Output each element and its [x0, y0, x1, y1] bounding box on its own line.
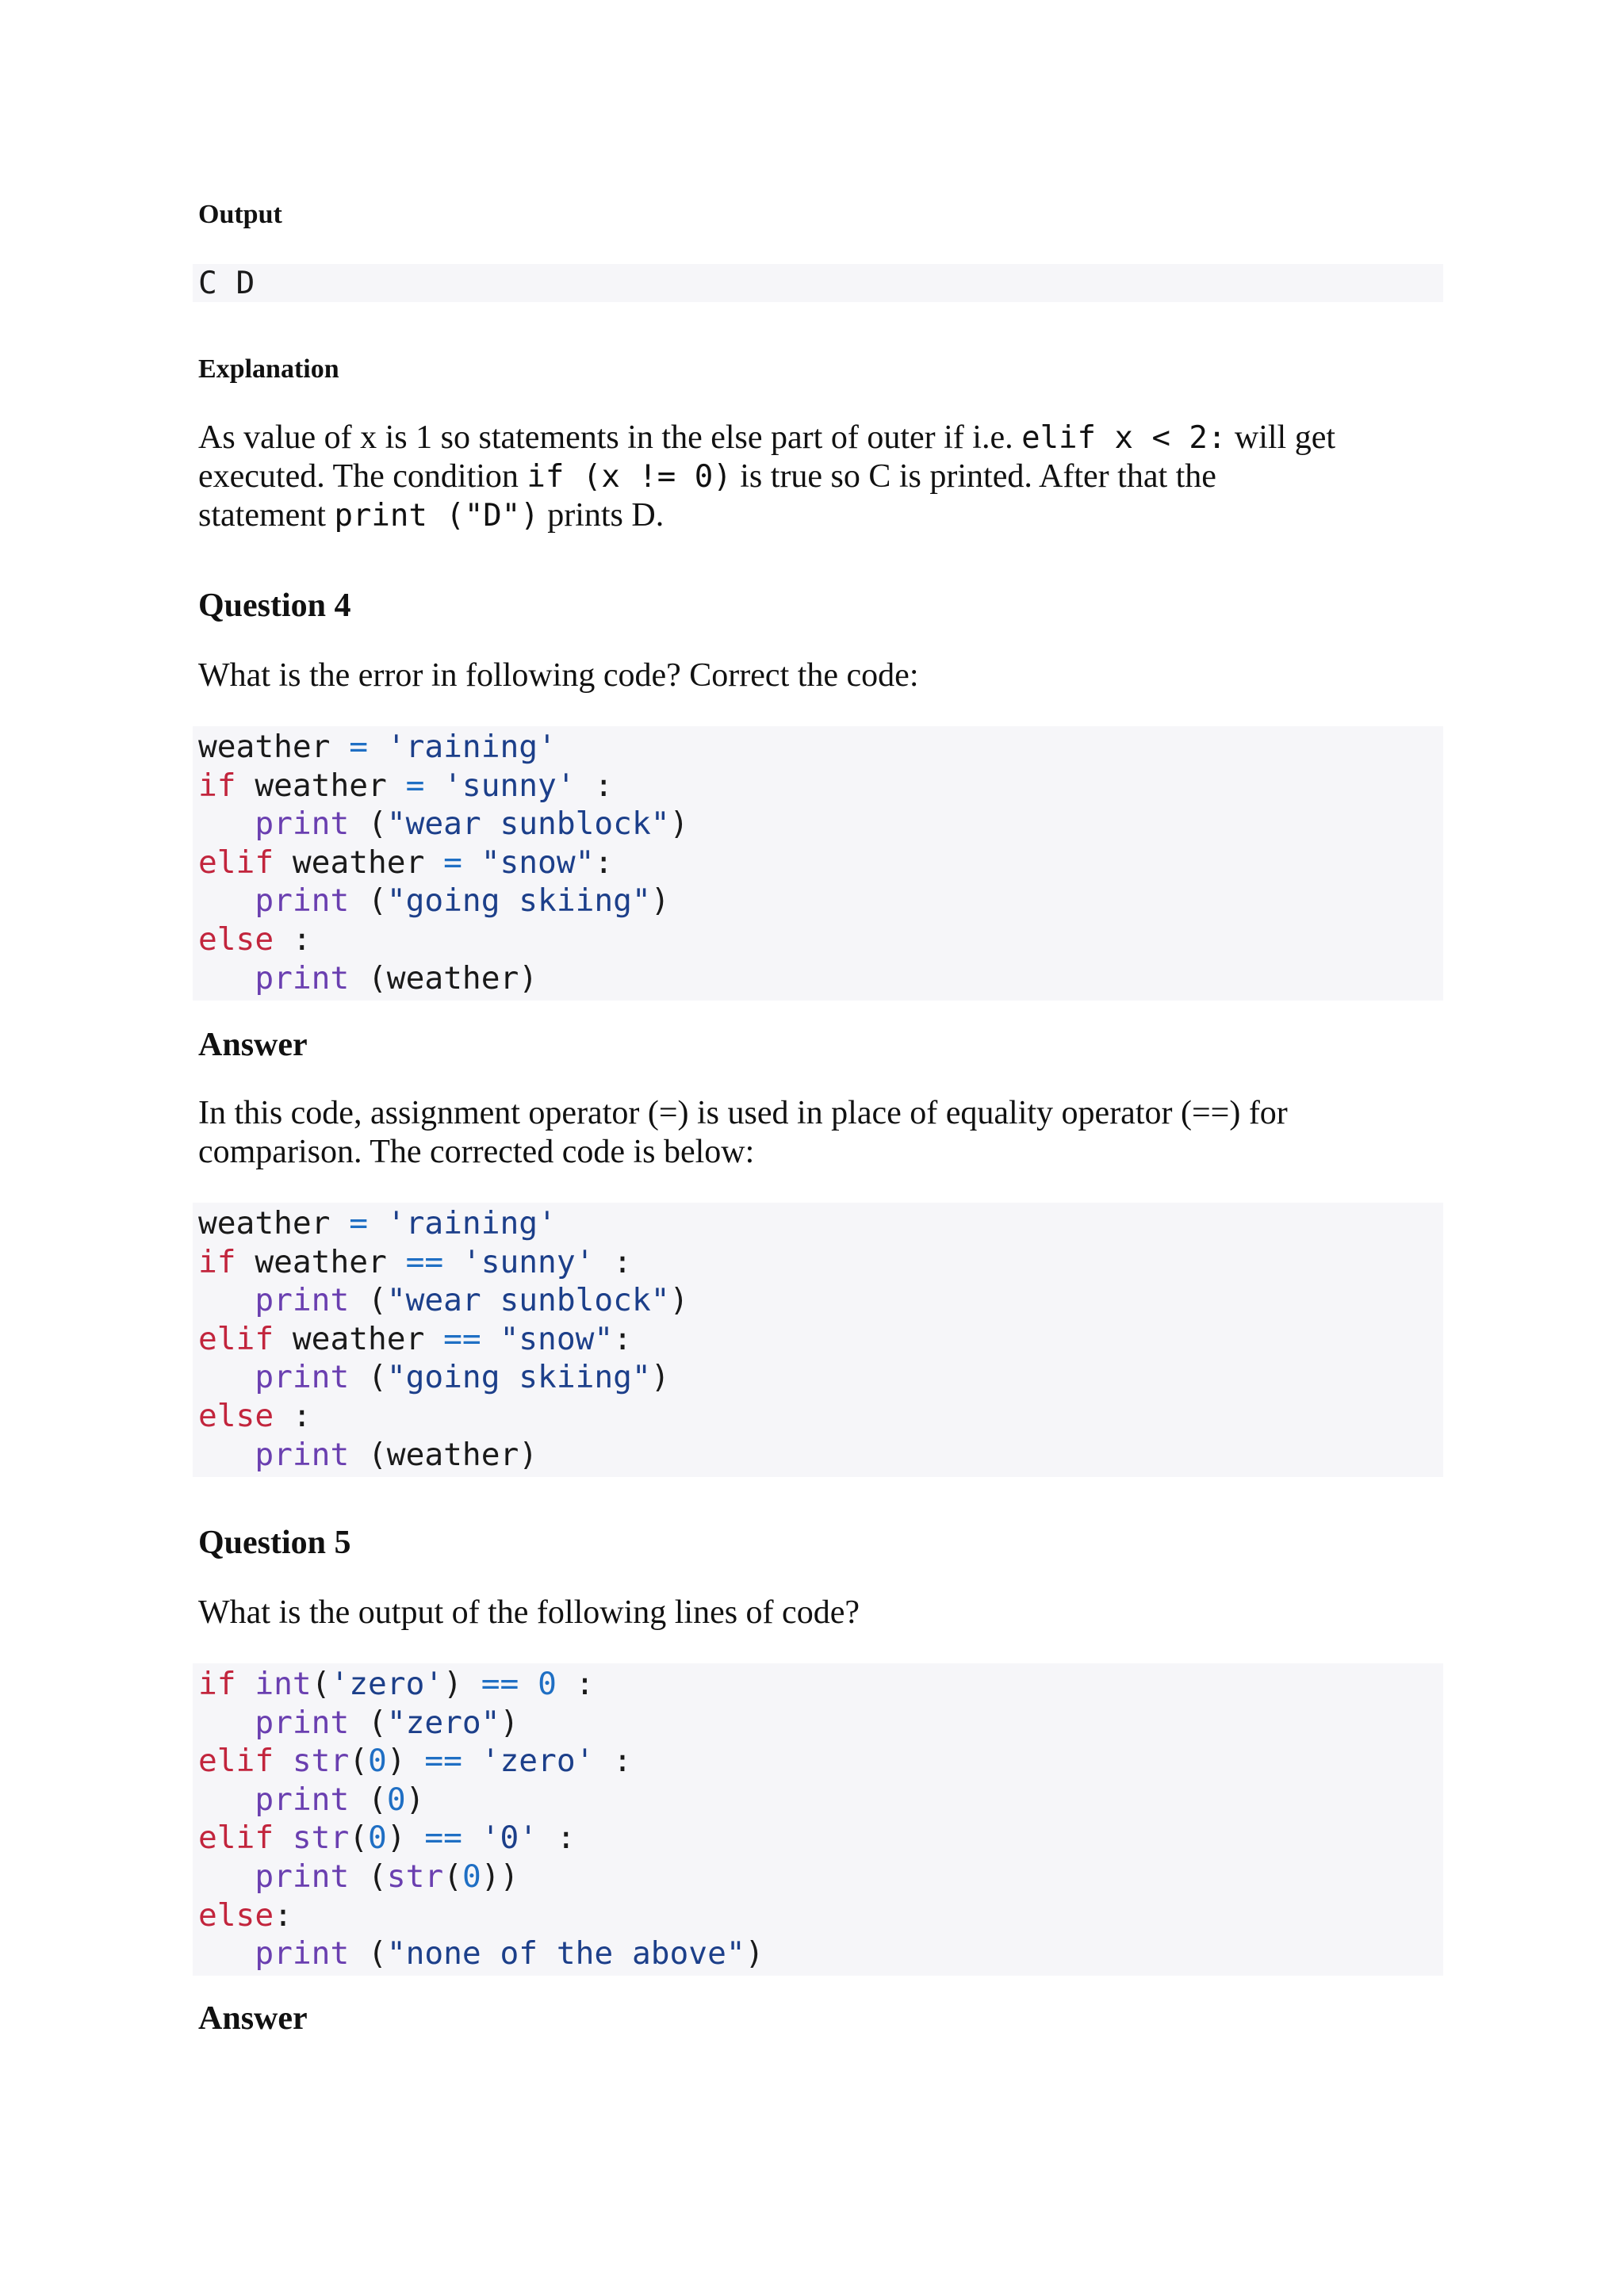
question-4-prompt: What is the error in following code? Correct the code: [198, 657, 919, 694]
question-4-code-block [193, 726, 1443, 1001]
question-5-heading: Question 5 [198, 1525, 351, 1561]
code-line: print ("wear sunblock") [255, 1282, 689, 1319]
question-4-corrected-code-block [193, 1203, 1443, 1477]
output-code-block [193, 264, 1443, 302]
output-heading: Output [198, 200, 282, 229]
code-line: else : [198, 1397, 312, 1434]
output-line: C D [198, 265, 255, 301]
code-line: if int('zero') == 0 : [198, 1666, 595, 1702]
code-line: weather = 'raining' [198, 1205, 557, 1242]
explanation-paragraph [198, 419, 1435, 535]
inline-code: if (x != 0) [527, 459, 732, 495]
explanation-heading: Explanation [198, 354, 339, 384]
question-4-answer-heading: Answer [198, 1027, 308, 1063]
question-4-heading: Question 4 [198, 587, 351, 624]
code-line: if weather = 'sunny' : [198, 767, 614, 804]
code-line: else: [198, 1896, 293, 1934]
code-line: if weather == 'sunny' : [198, 1243, 632, 1280]
question-5-answer-heading: Answer [198, 2000, 308, 2037]
code-line: print (weather) [255, 1436, 538, 1473]
code-line: print ("going skiing") [255, 882, 670, 920]
inline-code: print ("D") [334, 498, 539, 534]
code-line: weather = 'raining' [198, 729, 557, 765]
code-line: else : [198, 920, 312, 958]
explanation-line-3: statement print ("D") prints D. [198, 497, 665, 534]
question-4-answer-paragraph [198, 1094, 1435, 1172]
code-line: elif weather == "snow": [198, 1320, 632, 1357]
code-line: print ("going skiing") [255, 1359, 670, 1396]
answer-line-2: comparison. The corrected code is below: [198, 1134, 755, 1170]
code-line: print ("zero") [255, 1704, 519, 1741]
explanation-line-2: executed. The condition if (x != 0) is true so C is printed. After that the [198, 458, 1216, 495]
inline-code: elif x < 2: [1021, 420, 1227, 456]
question-5-code-block [193, 1663, 1443, 1976]
explanation-line-1: As value of x is 1 so statements in the else part of outer if i.e. elif x < 2: will get [198, 419, 1336, 456]
code-line: print ("none of the above") [255, 1935, 764, 1973]
question-5-prompt: What is the output of the following lines of code? [198, 1594, 860, 1631]
code-line: print ("wear sunblock") [255, 806, 689, 843]
code-line: elif str(0) == 'zero' : [198, 1743, 632, 1780]
code-line: elif str(0) == '0' : [198, 1820, 576, 1857]
code-line: print (str(0)) [255, 1858, 519, 1895]
answer-line-1: In this code, assignment operator (=) is used in place of equality operator (==) for [198, 1095, 1288, 1131]
code-line: print (0) [255, 1781, 425, 1818]
code-line: print (weather) [255, 959, 538, 997]
code-line: elif weather = "snow": [198, 844, 614, 881]
